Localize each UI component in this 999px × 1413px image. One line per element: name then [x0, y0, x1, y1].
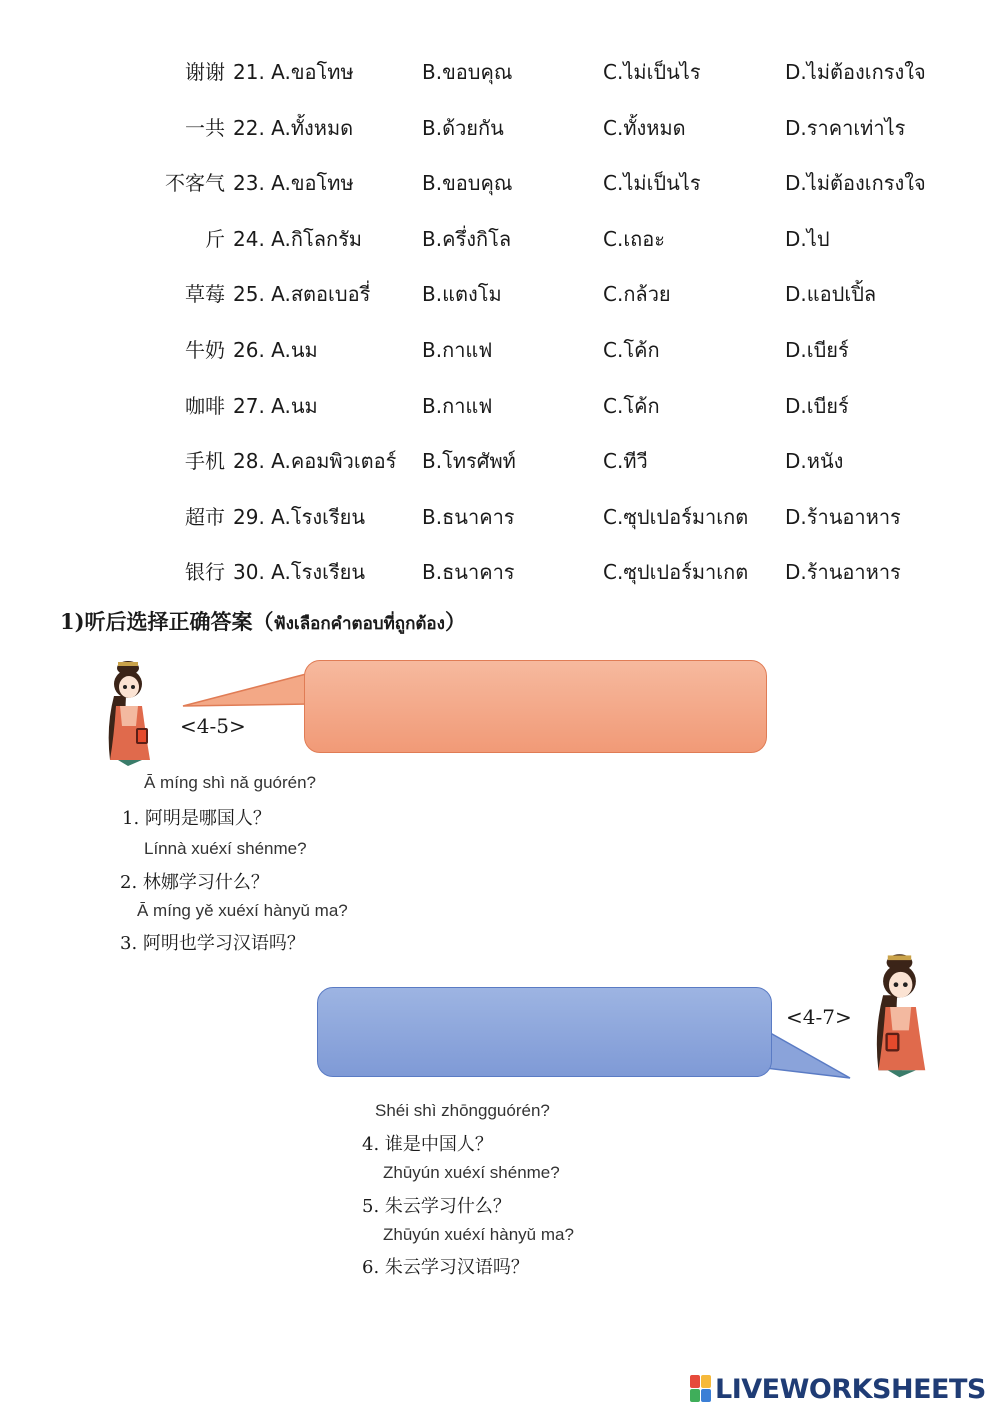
choice-a[interactable]: 30. A.โรงเรียน [233, 560, 366, 585]
choice-a[interactable]: 27. A.นม [233, 393, 318, 418]
choice-c[interactable]: C.โค้ก [603, 393, 660, 418]
choice-b[interactable]: B.ขอบคุณ [422, 60, 513, 84]
pinyin-line: Ā míng yě xuéxí hànyǔ ma? [137, 901, 348, 920]
choice-b[interactable]: B.กาแฟ [422, 393, 493, 418]
choice-b[interactable]: B.โทรศัพท์ [422, 449, 516, 474]
question-text: 4. 谁是中国人？ [362, 1134, 493, 1155]
logo-mark-icon [690, 1375, 712, 1403]
liveworksheets-logo [690, 1372, 986, 1406]
pinyin-line: Línnà xuéxí shénme? [144, 839, 307, 858]
choice-c[interactable]: C.เถอะ [603, 226, 666, 251]
section-title: 1)听后选择正确答案（ฟังเลือกคำตอบที่ถูกต้อง） [60, 609, 466, 634]
answer-bubble-1[interactable] [304, 660, 767, 753]
choice-c[interactable]: C.ซุปเปอร์มาเกต [603, 560, 749, 585]
choice-b[interactable]: B.กาแฟ [422, 338, 493, 362]
choice-a[interactable]: 25. A.สตอเบอรี่ [233, 282, 371, 307]
choice-a[interactable]: 29. A.โรงเรียน [233, 504, 366, 529]
pinyin-line: Zhūyún xuéxí hànyǔ ma? [383, 1225, 574, 1244]
vocab-word: 银行 [185, 560, 225, 585]
choice-c[interactable]: C.ไม่เป็นไร [603, 171, 701, 196]
question-text: 5. 朱云学习什么？ [362, 1196, 511, 1217]
choice-b[interactable]: B.ธนาคาร [422, 560, 515, 585]
choice-d[interactable]: D.ไม่ต้องเกรงใจ [785, 60, 926, 84]
choice-c[interactable]: C.ทีวี [603, 449, 648, 474]
choice-c[interactable]: C.ทั้งหมด [603, 115, 686, 140]
vocab-word: 超市 [185, 504, 225, 529]
choice-a[interactable]: 21. A.ขอโทษ [233, 60, 354, 84]
choice-d[interactable]: D.แอปเปิ้ล [785, 282, 877, 307]
vocab-word: 咖啡 [185, 393, 225, 418]
choice-d[interactable]: D.ไม่ต้องเกรงใจ [785, 171, 926, 196]
question-text: 6. 朱云学习汉语吗？ [362, 1257, 529, 1278]
choice-d[interactable]: D.ไป [785, 226, 830, 251]
choice-a[interactable]: 26. A.นม [233, 338, 318, 362]
choice-d[interactable]: D.หนัง [785, 449, 844, 474]
vocab-word: 不客气 [165, 171, 225, 196]
girl-character-icon [96, 656, 166, 768]
choice-b[interactable]: B.แตงโม [422, 282, 502, 307]
choice-d[interactable]: D.ร้านอาหาร [785, 504, 901, 529]
choice-b[interactable]: B.ขอบคุณ [422, 171, 513, 196]
answer-bubble-2[interactable] [317, 987, 772, 1077]
pinyin-line: Shéi shì zhōngguórén? [375, 1101, 550, 1120]
question-text: 2. 林娜学习什么？ [120, 872, 269, 893]
vocab-word: 牛奶 [185, 338, 225, 362]
question-text: 1. 阿明是哪国人？ [122, 808, 271, 829]
choice-c[interactable]: C.ซุปเปอร์มาเกต [603, 504, 749, 529]
choice-d[interactable]: D.ราคาเท่าไร [785, 115, 906, 140]
vocab-word: 斤 [205, 226, 225, 251]
choice-b[interactable]: B.ธนาคาร [422, 504, 515, 529]
choice-c[interactable]: C.กล้วย [603, 282, 671, 307]
vocab-word: 一共 [185, 115, 225, 140]
choice-a[interactable]: 22. A.ทั้งหมด [233, 115, 354, 140]
vocab-word: 谢谢 [185, 60, 225, 84]
choice-d[interactable]: D.เบียร์ [785, 393, 849, 418]
choice-a[interactable]: 23. A.ขอโทษ [233, 171, 354, 196]
audio-code-label: <4-7> [786, 1005, 852, 1029]
vocab-word: 手机 [185, 449, 225, 474]
choice-a[interactable]: 24. A.กิโลกรัม [233, 226, 362, 251]
choice-d[interactable]: D.ร้านอาหาร [785, 560, 901, 585]
audio-code-label: <4-5> [180, 714, 246, 738]
choice-d[interactable]: D.เบียร์ [785, 338, 849, 362]
choice-b[interactable]: B.ครึ่งกิโล [422, 226, 512, 251]
choice-c[interactable]: C.ไม่เป็นไร [603, 60, 701, 84]
choice-c[interactable]: C.โค้ก [603, 338, 660, 362]
girl-character-icon [862, 944, 944, 1084]
logo-text: LIVEWORKSHEETS [715, 1373, 986, 1405]
vocab-word: 草莓 [185, 282, 225, 307]
choice-b[interactable]: B.ด้วยกัน [422, 115, 504, 140]
choice-a[interactable]: 28. A.คอมพิวเตอร์ [233, 449, 397, 474]
question-text: 3. 阿明也学习汉语吗？ [120, 933, 305, 954]
pinyin-line: Ā míng shì nǎ guórén? [144, 773, 317, 792]
pinyin-line: Zhūyún xuéxí shénme? [383, 1163, 560, 1182]
